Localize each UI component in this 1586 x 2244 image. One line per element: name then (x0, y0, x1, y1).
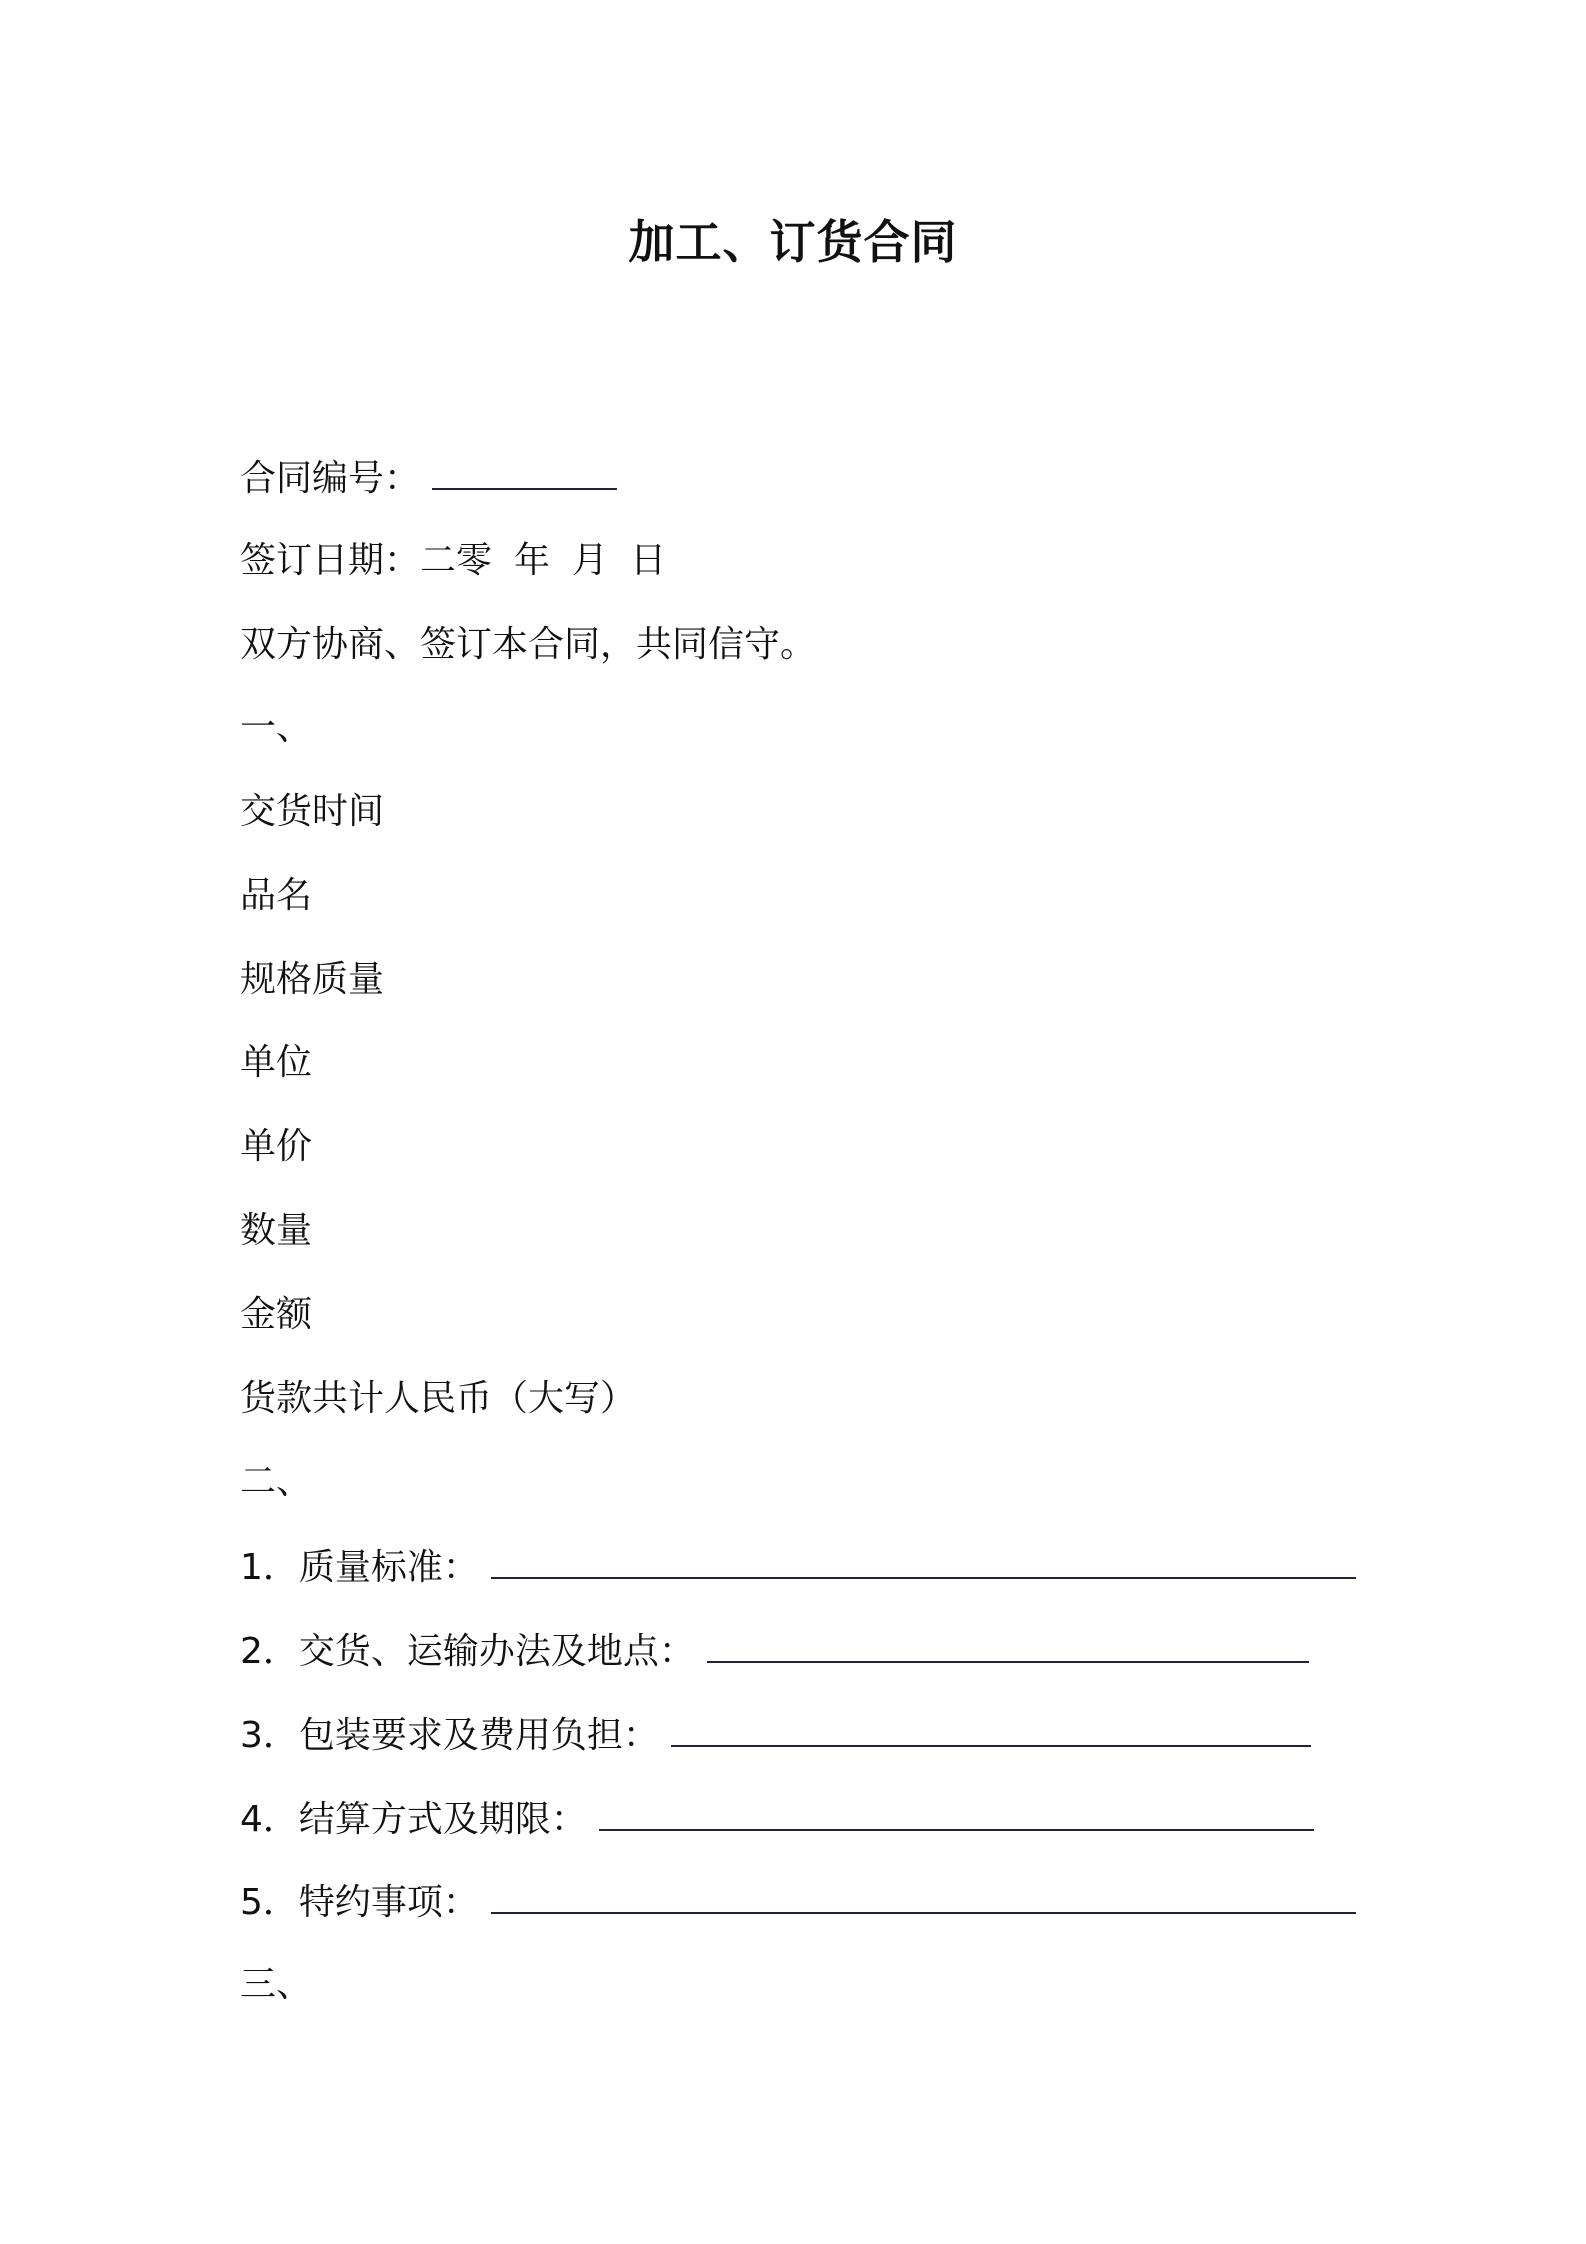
section1-item: 交货时间 (240, 791, 385, 832)
section1-item: 数量 (240, 1210, 313, 1251)
packaging-label: 3．包装要求及费用负担： (240, 1715, 659, 1756)
section1-item: 货款共计人民币（大写） (240, 1378, 637, 1419)
special-terms-row (240, 1876, 1356, 1928)
section1-item: 单位 (240, 1042, 313, 1083)
delivery-method-label: 2．交货、运输办法及地点： (240, 1631, 695, 1672)
quality-standard-label: 1．质量标准： (240, 1547, 479, 1588)
contract-number-blank[interactable] (432, 452, 617, 490)
sign-date-year: 年 (514, 540, 551, 581)
section3-heading: 三、 (240, 1964, 313, 2005)
section2-heading: 二、 (240, 1461, 313, 1502)
contract-number-row (240, 452, 617, 504)
settlement-label: 4．结算方式及期限： (240, 1799, 587, 1840)
delivery-method-blank[interactable] (707, 1625, 1309, 1663)
document-title: 加工、订货合同 (628, 215, 958, 269)
special-terms-label: 5．特约事项： (240, 1882, 479, 1923)
section1-item: 单价 (240, 1126, 313, 1167)
agreement-text: 双方协商、签订本合同，共同信守。 (240, 624, 817, 665)
sign-date-day: 日 (630, 540, 667, 581)
quality-standard-row (240, 1541, 1356, 1593)
section1-item: 规格质量 (240, 959, 385, 1000)
section1-item: 品名 (240, 875, 313, 916)
sign-date-year-prefix: 二零 (420, 540, 493, 581)
section1-heading: 一、 (240, 707, 313, 748)
quality-standard-blank[interactable] (491, 1541, 1356, 1579)
packaging-row (240, 1709, 1311, 1761)
sign-date-row (240, 536, 666, 586)
delivery-method-row (240, 1625, 1309, 1677)
special-terms-blank[interactable] (491, 1876, 1356, 1914)
sign-date-month: 月 (572, 540, 609, 581)
section1-item: 金额 (240, 1294, 313, 1335)
settlement-blank[interactable] (599, 1793, 1314, 1831)
contract-number-label: 合同编号： (240, 458, 421, 499)
sign-date-label: 签订日期： (240, 540, 421, 581)
packaging-blank[interactable] (671, 1709, 1311, 1747)
settlement-row (240, 1793, 1314, 1845)
